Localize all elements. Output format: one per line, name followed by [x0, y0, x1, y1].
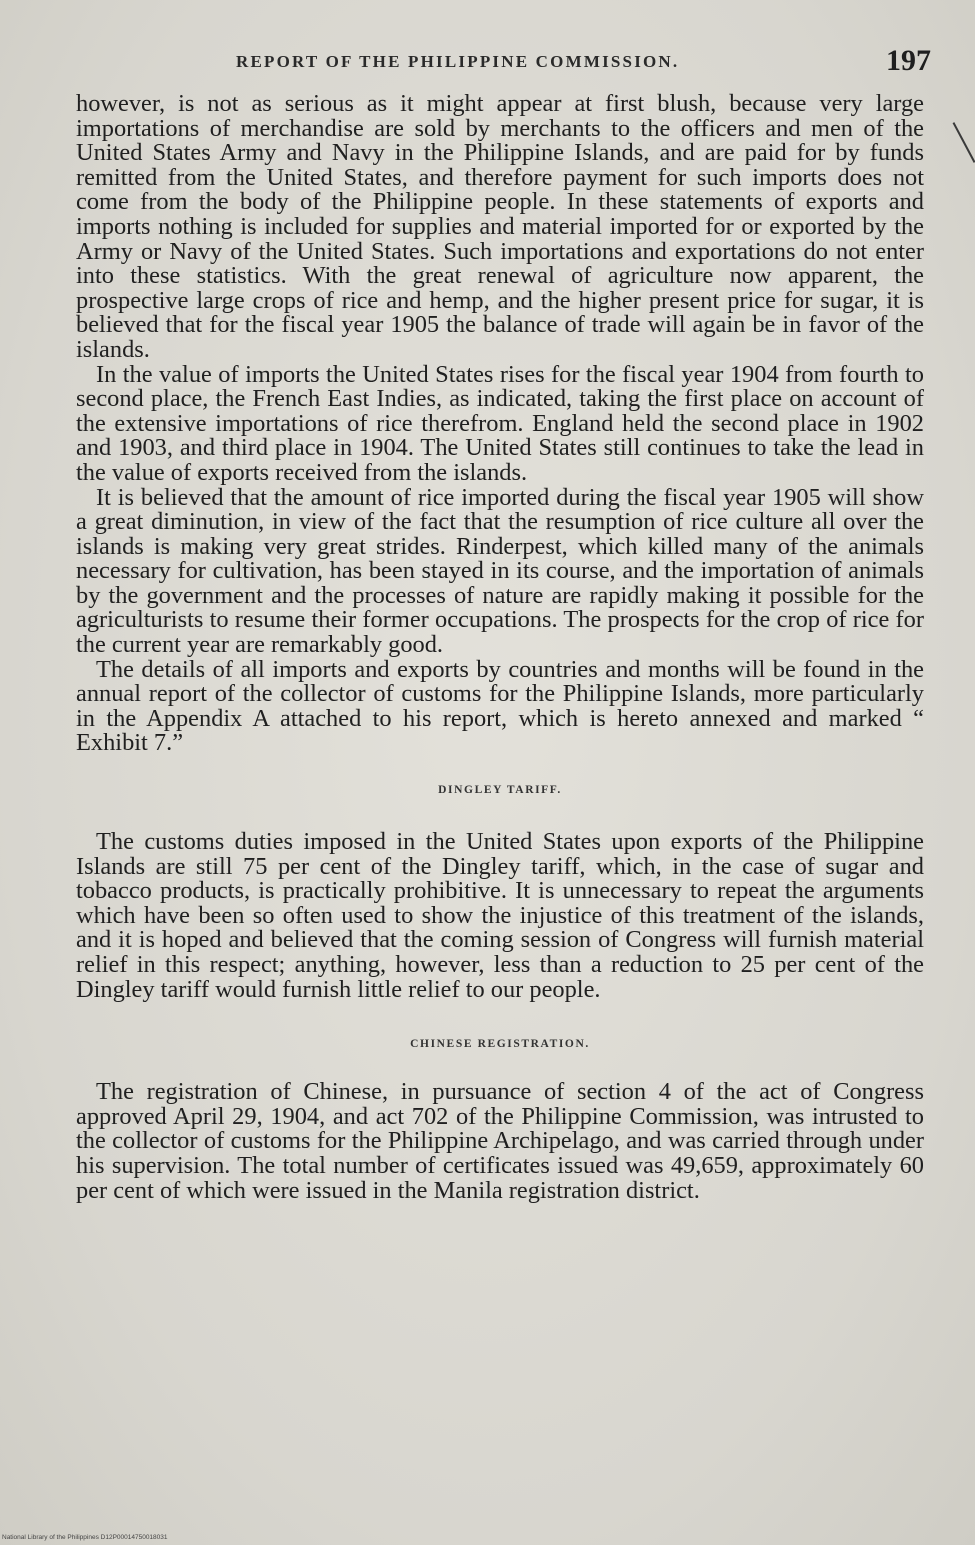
scan-credit: National Library of the Philippines D12P00014750018031 [2, 1534, 168, 1541]
section-heading-dingley: DINGLEY TARIFF. [438, 784, 562, 797]
paragraph-imports: In the value of imports the United States rises for the fiscal year 1904 from fourth to second place, the French East Indies, as indicated, taking the first place on account of the extensive importations of rice therefrom. England held the second place in 1902 and 1903, and third place in 1904. The United States still continues to take the lead in the value of exports received from the islands. [76, 360, 924, 486]
scan-mark [953, 122, 975, 163]
running-head: REPORT OF THE PHILIPPINE COMMISSION. [236, 52, 680, 71]
paragraph-rice: It is believed that the amount of rice imported during the fiscal year 1905 will show a great diminution, in view of the fact that the resumption of rice culture all over the islands is making very great strides. Rinderpest, which killed many of the animals necessary for cultivation, has been stayed in its course, and the importation of animals by the government and the processes of nature are rapidly making it possible for the agriculturists to resume their former occupations. The prospects for the crop of rice for the current year are remarkably good. [76, 483, 924, 659]
paragraph-chinese: The registration of Chinese, in pursuance of section 4 of the act of Congress approved April 29, 1904, and act 702 of the Philippine Commission, was intrusted to the collector of customs for the Philippine Archipelago, and was carried through under his supervision. The total number of certificates issued was 49,659, approximately 60 per cent of which were issued in the Manila registration district. [76, 1078, 924, 1204]
paragraph-dingley: The customs duties imposed in the United States upon exports of the Philippine Islands are still 75 per cent of the Dingley tariff, which, in the case of sugar and tobacco products, is practically prohibitive. It is unnecessary to repeat the arguments which have been so often used to show the injustice of this treatment of the islands, and it is hoped and believed that the coming session of Congress will furnish material relief in this respect; anything, however, less than a reduction to 25 per cent of the Dingley tariff would furnish little relief to our people. [76, 828, 924, 1003]
page-number: 197 [886, 44, 931, 77]
paragraph-continued: however, is not as serious as it might appear at first blush, because very large importations of merchandise are sold by merchants to the officers and men of the United States Army and Navy in the Philippine Islands, and are paid for by funds remitted from the United States, and therefore payment for such imports does not come from the body of the Philippine people. In these statements of exports and imports nothing is included for supplies and material imported for or exported by the Army or Navy of the United States. Such importations and exportations do not enter into these statistics. With the great renewal of agriculture now apparent, the prospective large crops of rice and hemp, and the higher present price for sugar, it is believed that for the fiscal year 1905 the balance of trade will again be in favor of the islands. [76, 90, 924, 363]
page-header [0, 44, 975, 84]
paragraph-details: The details of all imports and exports by countries and months will be found in the annual report of the collector of customs for the Philippine Islands, more particularly in the Appendix A attached to his report, which is hereto annexed and marked “ Exhibit 7.” [76, 655, 924, 757]
section-heading-chinese: CHINESE REGISTRATION. [410, 1038, 590, 1051]
page-body [76, 92, 924, 1203]
